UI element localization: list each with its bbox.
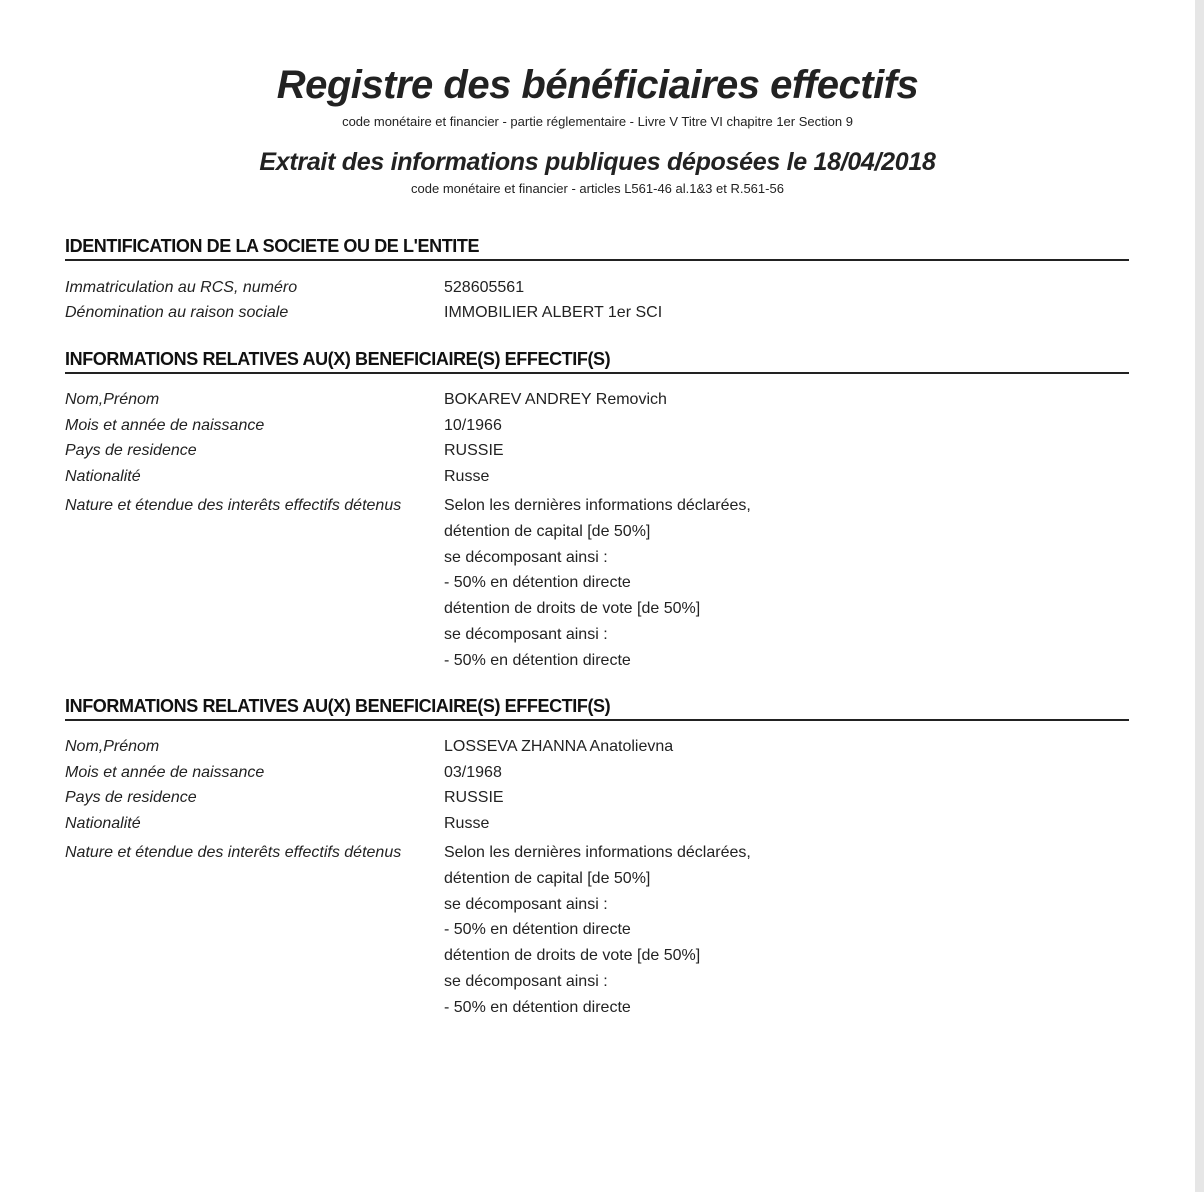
interests-line: - 50% en détention directe xyxy=(444,574,631,592)
field-label: Dénomination au raison sociale xyxy=(65,304,289,321)
interests-line: - 50% en détention directe xyxy=(444,921,631,939)
interests-line: se décomposant ainsi : xyxy=(444,625,608,643)
section-heading-beneficiary-2: INFORMATIONS RELATIVES AU(X) BENEFICIAIRE(S) EFFECTIF(S) xyxy=(65,695,1129,721)
field-label: Mois et année de naissance xyxy=(65,417,265,434)
field-value: Russe xyxy=(444,815,490,832)
field-label: Pays de residence xyxy=(65,442,197,459)
interests-line: - 50% en détention directe xyxy=(444,651,631,669)
section-heading-identification: IDENTIFICATION DE LA SOCIETE OU DE L'ENTITE xyxy=(65,235,1129,261)
field-value: 10/1966 xyxy=(444,417,502,434)
field-label: Nature et étendue des interêts effectifs détenus xyxy=(65,844,402,861)
interests-line: se décomposant ainsi : xyxy=(444,548,608,566)
field-value: BOKAREV ANDREY Removich xyxy=(444,391,667,408)
field-value: RUSSIE xyxy=(444,442,504,459)
interests-lines xyxy=(444,496,751,677)
subtitle-legal-reference: code monétaire et financier - articles L561-46 al.1&3 et R.561-56 xyxy=(411,181,784,196)
interests-lines xyxy=(444,843,751,1024)
title-legal-reference: code monétaire et financier - partie réglementaire - Livre V Titre VI chapitre 1er Section 9 xyxy=(342,114,853,129)
field-label: Nationalité xyxy=(65,468,141,485)
interests-line: détention de capital [de 50%] xyxy=(444,522,651,540)
field-value: 03/1968 xyxy=(444,764,502,781)
field-value: IMMOBILIER ALBERT 1er SCI xyxy=(444,304,663,321)
interests-line: - 50% en détention directe xyxy=(444,998,631,1016)
interests-line: Selon les dernières informations déclarées, xyxy=(444,497,751,514)
field-label: Nature et étendue des interêts effectifs détenus xyxy=(65,497,402,514)
viewer-scroll-gutter[interactable] xyxy=(1195,0,1204,1192)
field-label: Mois et année de naissance xyxy=(65,764,265,781)
interests-line: détention de droits de vote [de 50%] xyxy=(444,600,701,618)
page-subtitle: Extrait des informations publiques déposées le 18/04/2018 xyxy=(259,148,936,176)
interests-line: Selon les dernières informations déclarées, xyxy=(444,844,751,861)
field-label: Nom,Prénom xyxy=(65,391,160,408)
field-value: LOSSEVA ZHANNA Anatolievna xyxy=(444,738,674,755)
field-label: Immatriculation au RCS, numéro xyxy=(65,279,298,296)
interests-line: se décomposant ainsi : xyxy=(444,895,608,913)
section-heading-beneficiary-1: INFORMATIONS RELATIVES AU(X) BENEFICIAIRE(S) EFFECTIF(S) xyxy=(65,348,1129,374)
interests-line: détention de droits de vote [de 50%] xyxy=(444,947,701,965)
interests-line: se décomposant ainsi : xyxy=(444,972,608,990)
interests-line: détention de capital [de 50%] xyxy=(444,869,651,887)
field-label: Nom,Prénom xyxy=(65,738,160,755)
field-label: Nationalité xyxy=(65,815,141,832)
field-value: RUSSIE xyxy=(444,789,504,806)
field-label: Pays de residence xyxy=(65,789,197,806)
field-value: Russe xyxy=(444,468,490,485)
page-title: Registre des bénéficiaires effectifs xyxy=(276,63,919,107)
field-value: 528605561 xyxy=(444,279,525,296)
